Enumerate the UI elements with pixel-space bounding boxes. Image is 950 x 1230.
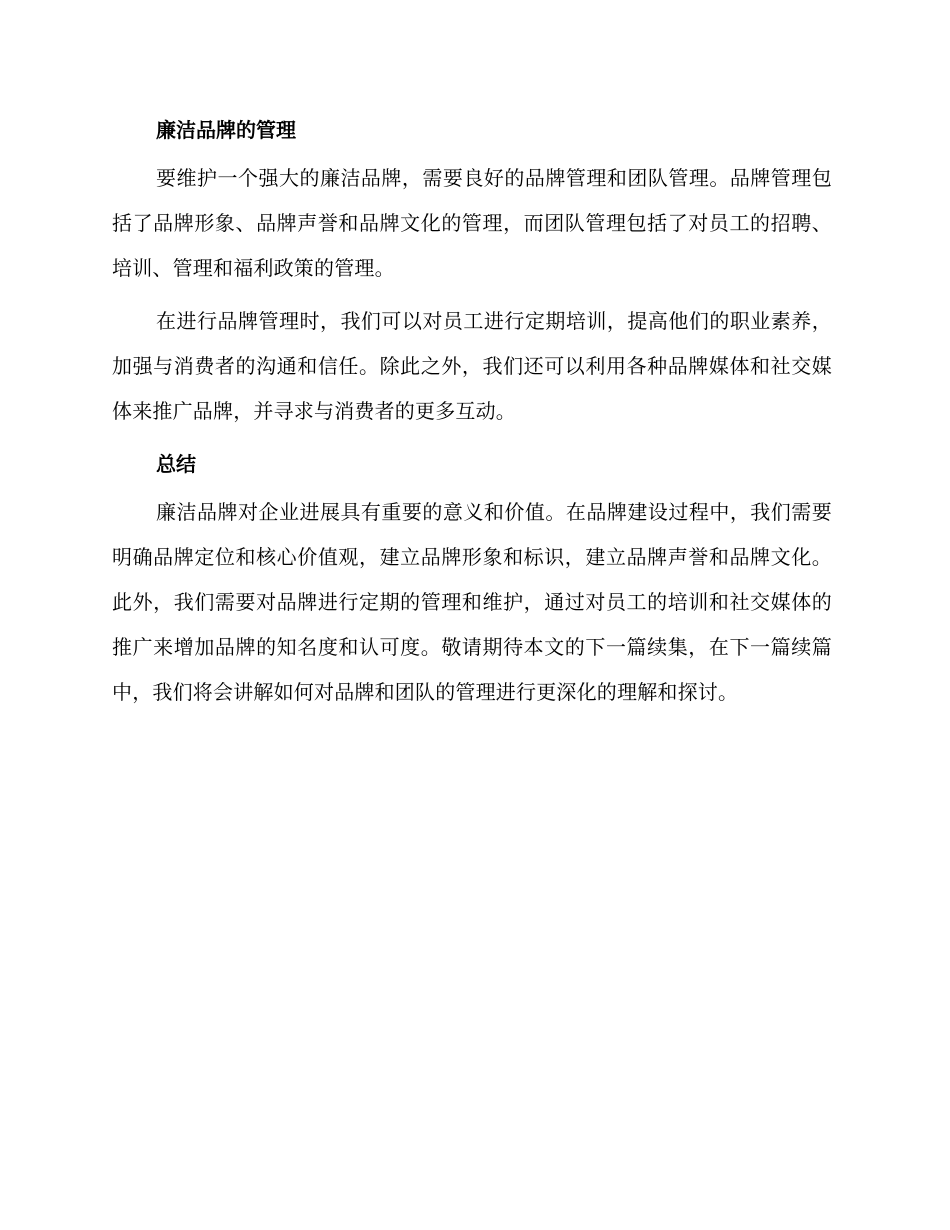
paragraph: 廉洁品牌对企业进展具有重要的意义和价值。在品牌建设过程中，我们需要明确品牌定位和核心价值观，建立品牌形象和标识，建立品牌声誉和品牌文化。此外，我们需要对品牌进行定期的管理和维护，通过对员工的培训和社交媒体的推广来增加品牌的知名度和认可度。敬请期待本文的下一篇续集，在下一篇续篇中，我们将会讲解如何对品牌和团队的管理进行更深化的理解和探讨。 bbox=[112, 500, 832, 704]
section-heading: 廉洁品牌的管理 bbox=[156, 118, 296, 142]
document-page bbox=[112, 108, 832, 723]
section-summary bbox=[112, 442, 832, 715]
section-heading: 总结 bbox=[156, 452, 196, 476]
paragraph: 要维护一个强大的廉洁品牌，需要良好的品牌管理和团队管理。品牌管理包括了品牌形象、品牌声誉和品牌文化的管理，而团队管理包括了对员工的招聘、培训、管理和福利政策的管理。 bbox=[112, 166, 832, 280]
section-brand-management bbox=[112, 108, 832, 434]
paragraph: 在进行品牌管理时，我们可以对员工进行定期培训，提高他们的职业素养，加强与消费者的沟通和信任。除此之外，我们还可以利用各种品牌媒体和社交媒体来推广品牌，并寻求与消费者的更多互动。 bbox=[112, 309, 832, 423]
